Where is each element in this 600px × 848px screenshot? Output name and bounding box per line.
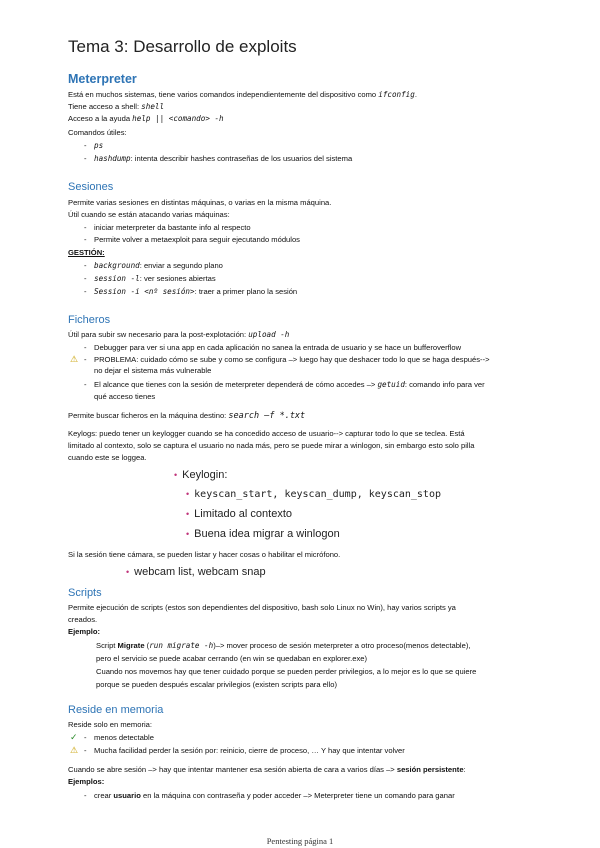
page-title: Tema 3: Desarrollo de exploits [68, 37, 297, 56]
section-heading-reside: Reside en memoria [68, 704, 164, 716]
slide-bullet: • Limitado al contexto [186, 508, 292, 520]
list-item: - hashdump: intenta describir hashes contraseñas de los usuarios del sistema [84, 154, 353, 163]
paragraph: Permite buscar ficheros en la máquina destino: search –f *.txt [68, 411, 306, 421]
list-item-continuation: qué acceso tienes [94, 392, 156, 401]
list-item: - El alcance que tienes con la sesión de meterpreter dependerá de cómo accedes –> getuid: comando info para ver [84, 380, 485, 389]
pencil-warning-icon: ⚠ [70, 354, 79, 364]
list-item: - PROBLEMA: cuidado cómo se sube y como se configura –> luego hay que deshacer todo lo que se haga después--> [84, 355, 490, 364]
list-item: - iniciar meterpreter da bastante info al respecto [84, 223, 251, 232]
paragraph: Ejemplos: [68, 777, 105, 786]
paragraph: Útil cuando se están atacando varias máquinas: [68, 210, 230, 219]
section-heading-sesiones: Sesiones [68, 181, 114, 193]
paragraph: limitado al contexto, solo se captura el usuario no nada más, pero se puede mirar a winlogon, sin embargo esto solo pilla [68, 441, 475, 450]
paragraph: Acceso a la ayuda help || <comando> -h [68, 114, 224, 123]
list-item: - background: enviar a segundo plano [84, 261, 223, 270]
list-item-continuation: no dejar el sistema más vulnerable [94, 366, 212, 375]
paragraph: Permite ejecución de scripts (estos son dependientes del dispositivo, bash solo Linux no Win), hay varios scripts ya [68, 603, 456, 612]
list-item: - Mucha facilidad perder la sesión por: reinicio, cierre de proceso, … Y hay que intentar volver [84, 746, 405, 755]
paragraph: Permite varias sesiones en distintas máquinas, o varias en la misma máquina. [68, 198, 332, 207]
slide-bullet-title: • Keylogin: [174, 469, 228, 481]
slide-bullet: • keyscan_start, keyscan_dump, keyscan_stop [186, 489, 441, 500]
paragraph: cuando este se loggea. [68, 453, 147, 462]
paragraph: Cuando se abre sesión –> hay que intentar mantener esa sesión abierta de cara a varios días –> sesión persistente: [68, 765, 466, 774]
list-item: - crear usuario en la máquina con contraseña y poder acceder –> Meterpreter tiene un comando para ganar [84, 791, 455, 800]
slide-bullet: • webcam list, webcam snap [126, 566, 266, 578]
paragraph: porque se pueden después escalar privilegios (existen scripts para ello) [96, 680, 338, 689]
paragraph: Está en muchos sistemas, tiene varios comandos independientemente del dispositivo como ifconfig. [68, 90, 417, 99]
paragraph: Útil para subir sw necesario para la post-explotación: upload -h [68, 330, 290, 339]
page-footer: Pentesting página 1 [266, 836, 334, 846]
paragraph: Script Migrate (run migrate -h)–> mover proceso de sesión meterpreter a otro proceso(menos detectable), [96, 641, 471, 650]
section-heading-ficheros: Ficheros [68, 314, 111, 326]
list-item: - ps [84, 141, 104, 150]
slide-bullet: • Buena idea migrar a winlogon [186, 528, 340, 540]
paragraph: Keylogs: puedo tener un keylogger cuando se ha concedido acceso de usuario--> capturar todo lo que se teclea. Está [68, 429, 465, 438]
pencil-warning-icon: ⚠ [70, 745, 79, 755]
paragraph: pero el servicio se puede acabar cerrando (en win se quedaban en explorer.exe) [96, 654, 368, 663]
subheading-gestion: GESTIÓN: [68, 248, 105, 257]
list-item: - Permite volver a metaexploit para seguir ejecutando módulos [84, 235, 300, 244]
paragraph: Tiene acceso a shell: shell [68, 102, 165, 111]
check-icon: ✓ [70, 732, 78, 742]
list-item: - Session -i <nº sesión>: traer a primer plano la sesión [84, 287, 298, 296]
list-item: - session -l: ver sesiones abiertas [84, 274, 216, 283]
section-heading-meterpreter: Meterpreter [68, 72, 137, 86]
paragraph: Reside solo en memoria: [68, 720, 152, 729]
list-item: - menos detectable [84, 733, 154, 742]
paragraph: creados. [68, 615, 98, 624]
paragraph: Comandos útiles: [68, 128, 127, 137]
paragraph: Cuando nos movemos hay que tener cuidado porque se pueden perder privilegios, a lo mejor es lo que se quiere [96, 667, 477, 676]
paragraph: Si la sesión tiene cámara, se pueden listar y hacer cosas o habilitar el micrófono. [68, 550, 341, 559]
list-item: - Debugger para ver si una app en cada aplicación no sanea la entrada de usuario y se hace un bufferoverflow [84, 343, 462, 352]
section-heading-scripts: Scripts [68, 587, 102, 599]
paragraph: Ejemplo: [68, 627, 101, 636]
